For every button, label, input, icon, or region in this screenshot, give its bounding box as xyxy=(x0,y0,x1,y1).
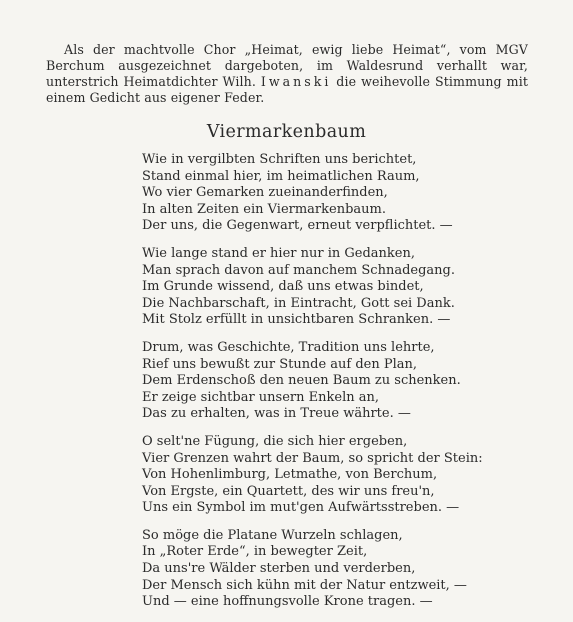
poem-line: Uns ein Symbol im mut'gen Aufwärtsstreben. — xyxy=(142,500,460,516)
poem-body xyxy=(142,152,542,622)
poem-line: Wie lange stand er hier nur in Gedanken, xyxy=(142,245,415,261)
poem-line: Drum, was Geschichte, Tradition uns lehrte, xyxy=(142,339,435,355)
author-name: Iwanski xyxy=(260,74,332,89)
poem-line: Stand einmal hier, im heimatlichen Raum, xyxy=(142,168,420,184)
poem-line: Die Nachbarschaft, in Eintracht, Gott sei Dank. xyxy=(142,295,455,311)
poem-line: Da uns're Wälder sterben und verderben, xyxy=(142,561,416,577)
poem-line: In alten Zeiten ein Viermarkenbaum. xyxy=(142,201,386,217)
poem-line: Vier Grenzen wahrt der Baum, so spricht der Stein: xyxy=(142,450,483,466)
intro-paragraph xyxy=(46,42,528,106)
poem-line: Im Grunde wissend, daß uns etwas bindet, xyxy=(142,279,424,295)
poem-line: Der uns, die Gegenwart, erneut verpflichtet. — xyxy=(142,218,453,234)
intro-text-part1: Als der machtvolle Chor „Heimat, ewig liebe Heimat“, vom MGV Berchum ausgezeichnet dargeboten, im Waldesrund verhallt war, unterstrich Heimatdichter Wilh. xyxy=(46,42,528,89)
poem-line: Wie in vergilbten Schriften uns berichtet, xyxy=(142,152,417,167)
poem-stanza xyxy=(142,246,542,329)
poem-line: In „Roter Erde“, in bewegter Zeit, xyxy=(142,544,368,560)
intro-text-part2: die weihevolle Stimmung mit einem Gedicht aus eigener Feder. xyxy=(46,74,528,105)
poem-line: Der Mensch sich kühn mit der Natur entzweit, — xyxy=(142,577,467,593)
poem-stanza xyxy=(142,340,542,423)
poem-line: Mit Stolz erfüllt in unsichtbaren Schranken. — xyxy=(142,312,451,328)
poem-stanza xyxy=(142,434,542,517)
poem-line: Rief uns bewußt zur Stunde auf den Plan, xyxy=(142,356,418,372)
poem-line: Das zu erhalten, was in Treue währte. — xyxy=(142,406,411,422)
poem-stanza xyxy=(142,528,542,611)
poem-line: Er zeige sichtbar unsern Enkeln an, xyxy=(142,389,379,405)
poem-line: Von Hohenlimburg, Letmathe, von Berchum, xyxy=(142,467,438,483)
poem-line: Man sprach davon auf manchem Schnadegang. xyxy=(142,262,455,278)
poem-stanza xyxy=(142,152,542,235)
poem-line: Wo vier Gemarken zueinanderfinden, xyxy=(142,185,388,201)
poem-line: O selt'ne Fügung, die sich hier ergeben, xyxy=(142,433,408,449)
poem-title: Viermarkenbaum xyxy=(206,122,367,142)
poem-line: Dem Erdenschoß den neuen Baum zu schenken. xyxy=(142,373,461,389)
poem-line: Und — eine hoffnungsvolle Krone tragen. — xyxy=(142,594,433,610)
poem-line: Von Ergste, ein Quartett, des wir uns freu'n, xyxy=(142,483,435,499)
poem-line: So möge die Platane Wurzeln schlagen, xyxy=(142,527,403,543)
